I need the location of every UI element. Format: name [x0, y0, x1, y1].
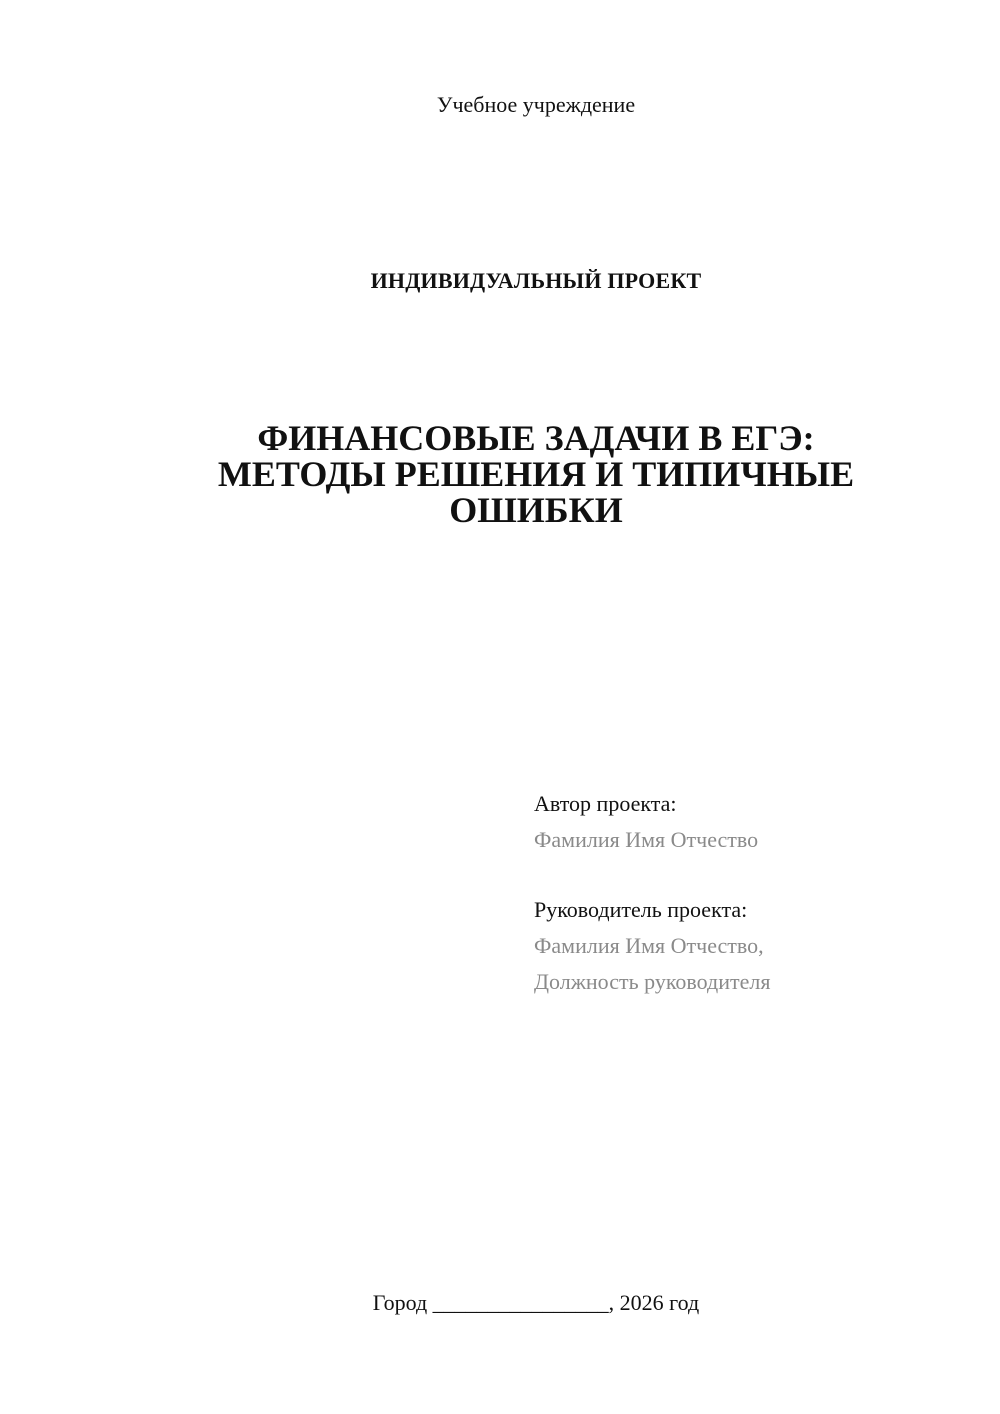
supervisor-label: Руководитель проекта:	[534, 897, 748, 922]
city-year-footer: Город ________________, 2026 год	[372, 1290, 700, 1315]
supervisor-name-placeholder: Фамилия Имя Отчество,	[534, 933, 764, 958]
author-label: Автор проекта:	[534, 791, 677, 816]
institution-name: Учебное учреждение	[436, 92, 636, 117]
project-title	[130, 420, 942, 528]
supervisor-position-placeholder: Должность руководителя	[534, 969, 771, 994]
project-type-heading: ИНДИВИДУАЛЬНЫЙ ПРОЕКТ	[370, 268, 702, 293]
project-title-line-1: ФИНАНСОВЫЕ ЗАДАЧИ В ЕГЭ:	[257, 418, 815, 458]
project-title-line-3: ОШИБКИ	[449, 490, 623, 530]
author-name-placeholder: Фамилия Имя Отчество	[534, 827, 759, 852]
supervisor-block	[534, 892, 974, 1000]
author-block	[534, 786, 974, 858]
project-title-line-2: МЕТОДЫ РЕШЕНИЯ И ТИПИЧНЫЕ	[217, 454, 855, 494]
